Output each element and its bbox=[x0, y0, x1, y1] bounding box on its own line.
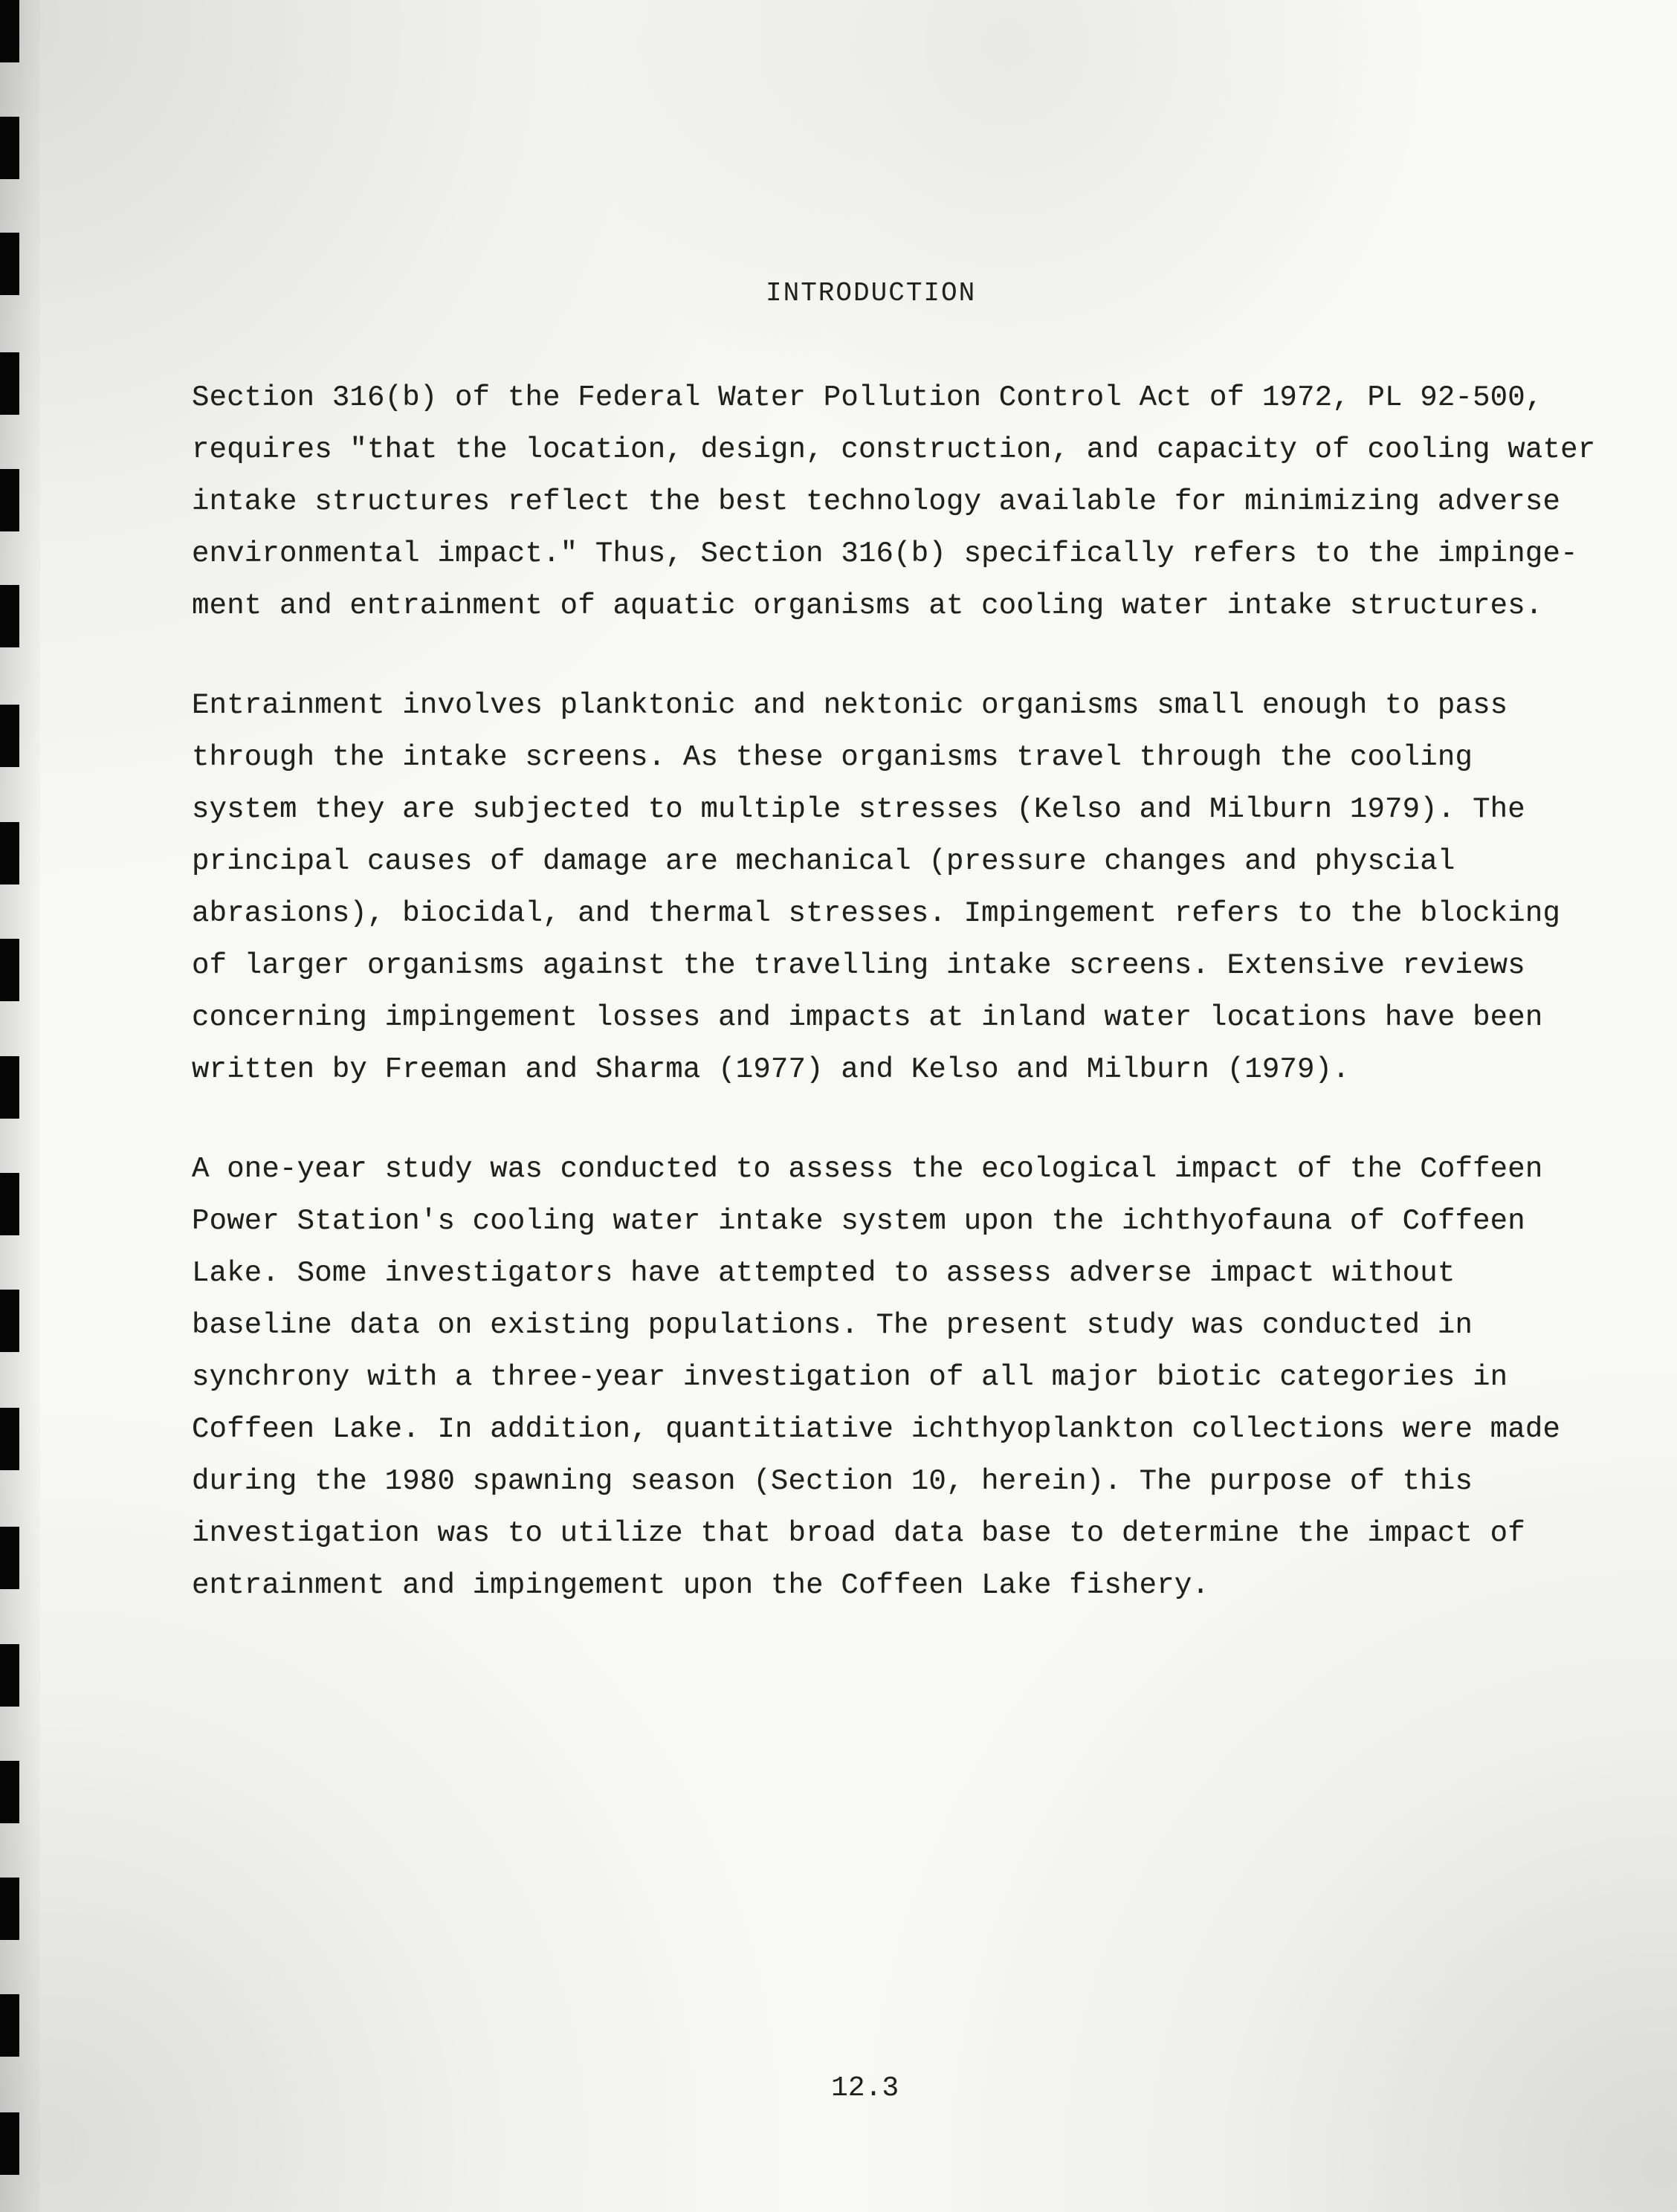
binding-hole bbox=[0, 1761, 19, 1823]
introduction-paragraph-1 bbox=[192, 372, 1596, 632]
text-line: A one-year study was conducted to assess the ecological impact of the Coffeen bbox=[192, 1153, 1543, 1186]
binding-hole bbox=[0, 585, 19, 647]
text-line: requires "that the location, design, construction, and capacity of cooling water bbox=[192, 433, 1596, 466]
introduction-paragraph-2 bbox=[192, 679, 1574, 1096]
binding-hole bbox=[0, 939, 19, 1001]
binding-hole bbox=[0, 1056, 19, 1119]
text-line: Section 316(b) of the Federal Water Pollution Control Act of 1972, PL 92-500, bbox=[192, 381, 1543, 414]
text-line: through the intake screens. As these organisms travel through the cooling bbox=[192, 741, 1473, 774]
text-line: abrasions), biocidal, and thermal stresses. Impingement refers to the blocking bbox=[192, 897, 1561, 930]
binding-hole bbox=[0, 822, 19, 885]
text-line: of larger organisms against the travelling intake screens. Extensive reviews bbox=[192, 949, 1525, 982]
text-line: system they are subjected to multiple stresses (Kelso and Milburn 1979). The bbox=[192, 793, 1525, 826]
binding-hole bbox=[0, 1527, 19, 1589]
text-line: investigation was to utilize that broad data base to determine the impact of bbox=[192, 1517, 1525, 1550]
binding-hole bbox=[0, 233, 19, 295]
text-line: synchrony with a three-year investigation of all major biotic categories in bbox=[192, 1361, 1508, 1394]
page-title: INTRODUCTION bbox=[766, 278, 977, 308]
binding-hole bbox=[0, 352, 19, 415]
text-line: intake structures reflect the best technology available for minimizing adverse bbox=[192, 485, 1561, 518]
binding-hole bbox=[0, 469, 19, 531]
binding-hole bbox=[0, 705, 19, 767]
binding-hole bbox=[0, 117, 19, 179]
binding-hole bbox=[0, 2112, 19, 2175]
text-line: environmental impact." Thus, Section 316(b) specifically refers to the impinge- bbox=[192, 537, 1578, 570]
text-line: Lake. Some investigators have attempted to assess adverse impact without bbox=[192, 1257, 1455, 1290]
text-line: written by Freeman and Sharma (1977) and Kelso and Milburn (1979). bbox=[192, 1053, 1350, 1086]
binding-hole bbox=[0, 1878, 19, 1940]
text-line: Power Station's cooling water intake system upon the ichthyofauna of Coffeen bbox=[192, 1205, 1525, 1238]
binding-hole bbox=[0, 1644, 19, 1707]
binding-hole bbox=[0, 1994, 19, 2057]
binding-hole bbox=[0, 1408, 19, 1470]
text-line: entrainment and impingement upon the Coffeen Lake fishery. bbox=[192, 1569, 1210, 1602]
introduction-paragraph-3 bbox=[192, 1143, 1574, 1611]
text-line: during the 1980 spawning season (Section 10, herein). The purpose of this bbox=[192, 1465, 1473, 1498]
text-line: Coffeen Lake. In addition, quantitiative ichthyoplankton collections were made bbox=[192, 1413, 1561, 1446]
document-body bbox=[192, 276, 1596, 1659]
binding-hole bbox=[0, 1173, 19, 1235]
page-number: 12.3 bbox=[831, 2072, 899, 2104]
text-line: baseline data on existing populations. The present study was conducted in bbox=[192, 1309, 1473, 1342]
text-line: ment and entrainment of aquatic organisms at cooling water intake structures. bbox=[192, 589, 1543, 622]
text-line: concerning impingement losses and impacts at inland water locations have been bbox=[192, 1001, 1543, 1034]
binding-hole bbox=[0, 0, 19, 62]
text-line: Entrainment involves planktonic and nektonic organisms small enough to pass bbox=[192, 689, 1508, 722]
text-line: principal causes of damage are mechanical (pressure changes and physcial bbox=[192, 845, 1455, 878]
binding-hole bbox=[0, 1290, 19, 1352]
